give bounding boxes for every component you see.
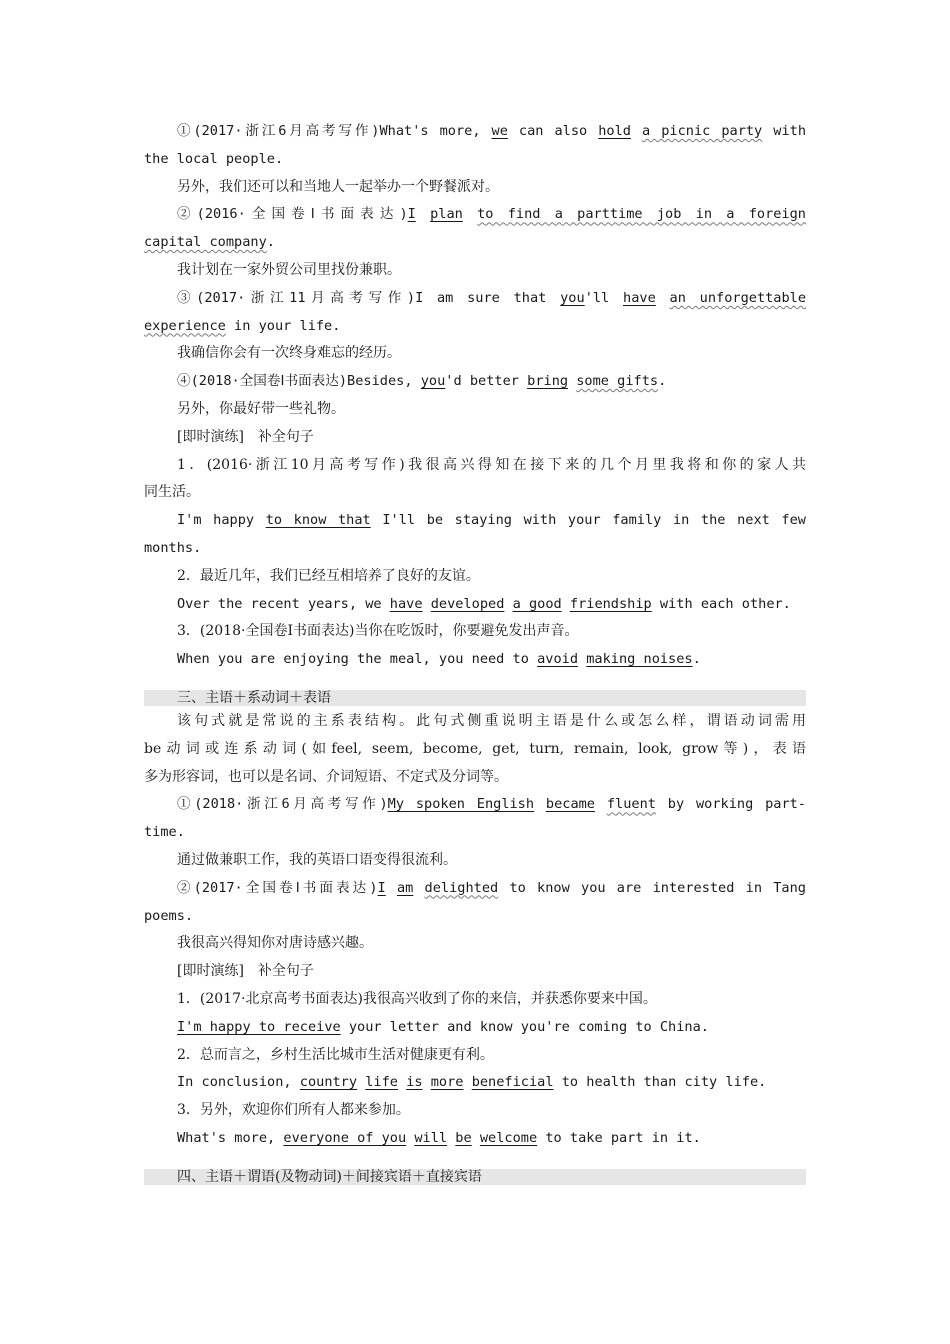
answer-blank: will bbox=[414, 1129, 448, 1146]
practice-question: 2．最近几年，我们已经互相培养了良好的友谊。 bbox=[177, 567, 480, 584]
section-heading: 四、主语＋谓语(及物动词)＋间接宾语＋直接宾语 bbox=[144, 1169, 806, 1185]
answer-blank: country bbox=[299, 1074, 358, 1091]
predicate: hold bbox=[598, 123, 631, 139]
practice-question: 1．(2016·浙江10月高考写作)我很高兴得知在接下来的几个月里我将和你的家人共 bbox=[177, 456, 806, 473]
object: an unforgettable bbox=[669, 289, 806, 306]
example-line bbox=[144, 118, 806, 146]
example-text: . bbox=[658, 373, 667, 390]
example-text: in your life. bbox=[234, 317, 341, 334]
answer-blank: I'm happy to receive bbox=[177, 1018, 341, 1035]
answer-text: . bbox=[692, 651, 701, 668]
answer-blank: beneficial bbox=[471, 1074, 554, 1091]
object: a picnic party bbox=[642, 123, 763, 139]
practice-label: [即时演练] 补全句子 bbox=[177, 428, 314, 445]
subject: My spoken English bbox=[387, 796, 535, 813]
example-line bbox=[144, 368, 806, 396]
example-source: ④(2018·全国卷Ⅰ书面表达)Besides, bbox=[177, 373, 413, 390]
object: some gifts bbox=[576, 373, 659, 390]
translation: 另外，我们还可以和当地人一起举办一个野餐派对。 bbox=[177, 178, 499, 195]
example-text: 'd better bbox=[445, 373, 519, 390]
practice-question: 3．(2018·全国卷Ⅰ书面表达)当你在吃饭时，你要避免发出声音。 bbox=[177, 623, 579, 640]
answer-text: In conclusion, bbox=[177, 1074, 292, 1091]
answer-blank: is bbox=[406, 1074, 423, 1091]
translation: 通过做兼职工作，我的英语口语变得很流利。 bbox=[177, 851, 457, 868]
answer-blank: everyone of you bbox=[283, 1129, 407, 1146]
practice-answer bbox=[144, 646, 806, 674]
example-line bbox=[144, 313, 806, 341]
translation: 另外，你最好带一些礼物。 bbox=[177, 400, 345, 417]
example-text: by working part- bbox=[667, 796, 806, 813]
answer-blank: a good bbox=[512, 595, 562, 612]
document-page bbox=[144, 118, 806, 1187]
predicate: have bbox=[623, 289, 656, 306]
answer-text: I'll be staying with your family in the next few bbox=[382, 512, 806, 529]
answer-blank: developed bbox=[430, 595, 505, 612]
example-text: to know you are interested in Tang bbox=[509, 879, 806, 896]
example-line bbox=[144, 229, 806, 257]
object: capital company bbox=[144, 234, 267, 251]
answer-blank: to know that bbox=[265, 512, 371, 529]
example-line bbox=[144, 875, 806, 903]
practice-question: 1．(2017·北京高考书面表达)我很高兴收到了你的来信，并获悉你要来中国。 bbox=[177, 990, 657, 1007]
practice-question: 3．另外，欢迎你们所有人都来参加。 bbox=[177, 1102, 410, 1119]
translation: 我确信你会有一次终身难忘的经历。 bbox=[177, 345, 401, 362]
practice-question: 2．总而言之，乡村生活比城市生活对健康更有利。 bbox=[177, 1046, 494, 1063]
example-line: poems. bbox=[144, 907, 194, 924]
practice-answer bbox=[144, 1125, 806, 1153]
subject: you bbox=[420, 373, 446, 390]
answer-text: with each other. bbox=[659, 595, 791, 612]
linking-verb: am bbox=[396, 879, 414, 896]
practice-question: 同生活。 bbox=[144, 484, 200, 501]
example-line bbox=[144, 285, 806, 313]
section-description: be动词或连系动词(如feel, seem, become, get, turn, remain, look, grow等)，表语 bbox=[144, 740, 806, 757]
example-text: can also bbox=[518, 123, 588, 139]
practice-answer: months. bbox=[144, 539, 202, 556]
answer-blank: life bbox=[365, 1074, 398, 1091]
answer-blank: welcome bbox=[479, 1129, 538, 1146]
section-description: 该句式就是常说的主系表结构。此句式侧重说明主语是什么或怎么样，谓语动词需用 bbox=[177, 712, 806, 729]
practice-answer bbox=[144, 1014, 806, 1042]
section-description: 多为形容词，也可以是名词、介词短语、不定式及分词等。 bbox=[144, 768, 508, 785]
practice-answer bbox=[144, 591, 806, 619]
answer-blank: avoid bbox=[537, 651, 579, 668]
predicative: fluent bbox=[606, 796, 656, 813]
subject: I bbox=[377, 879, 386, 896]
example-text: with bbox=[773, 123, 806, 139]
answer-blank: more bbox=[430, 1074, 464, 1091]
answer-text: When you are enjoying the meal, you need to bbox=[177, 651, 529, 668]
answer-blank: have bbox=[389, 595, 423, 612]
predicate: bring bbox=[527, 373, 569, 390]
answer-text: What's more, bbox=[177, 1129, 276, 1146]
example-source: ①(2017·浙江6月高考写作)What's more, bbox=[177, 123, 481, 139]
example-source: ③(2017·浙江11月高考写作)I am sure that bbox=[177, 289, 547, 306]
example-source: ②(2016·全国卷Ⅰ书面表达) bbox=[177, 206, 408, 223]
object: to find a parttime job in a foreign bbox=[477, 206, 806, 223]
answer-blank: friendship bbox=[569, 595, 652, 612]
object: experience bbox=[144, 317, 226, 334]
practice-label: [即时演练] 补全句子 bbox=[177, 963, 314, 980]
answer-text: your letter and know you're coming to China. bbox=[348, 1018, 709, 1035]
linking-verb: became bbox=[545, 796, 595, 813]
answer-text: to take part in it. bbox=[545, 1129, 701, 1146]
answer-text: I'm happy bbox=[177, 512, 255, 529]
example-text: 'll bbox=[584, 289, 610, 306]
practice-answer bbox=[144, 507, 806, 535]
example-line bbox=[144, 201, 806, 229]
predicate: plan bbox=[430, 206, 463, 223]
example-source: ②(2017·全国卷Ⅰ书面表达) bbox=[177, 879, 378, 896]
example-line: time. bbox=[144, 824, 185, 841]
section-heading: 三、主语＋系动词＋表语 bbox=[144, 690, 806, 706]
example-line bbox=[144, 791, 806, 819]
answer-blank: be bbox=[455, 1129, 472, 1146]
answer-text: Over the recent years, we bbox=[177, 595, 382, 612]
example-line: the local people. bbox=[144, 150, 284, 167]
subject: I bbox=[407, 206, 416, 223]
practice-answer bbox=[144, 1069, 806, 1097]
predicative: delighted bbox=[424, 879, 499, 896]
answer-blank: making noises bbox=[586, 651, 693, 668]
answer-text: to health than city life. bbox=[561, 1074, 767, 1091]
example-text: . bbox=[266, 234, 275, 251]
example-source: ①(2018·浙江6月高考写作) bbox=[177, 796, 388, 813]
subject: we bbox=[491, 123, 508, 139]
translation: 我计划在一家外贸公司里找份兼职。 bbox=[177, 261, 401, 278]
translation: 我很高兴得知你对唐诗感兴趣。 bbox=[177, 935, 373, 952]
subject: you bbox=[560, 289, 585, 306]
